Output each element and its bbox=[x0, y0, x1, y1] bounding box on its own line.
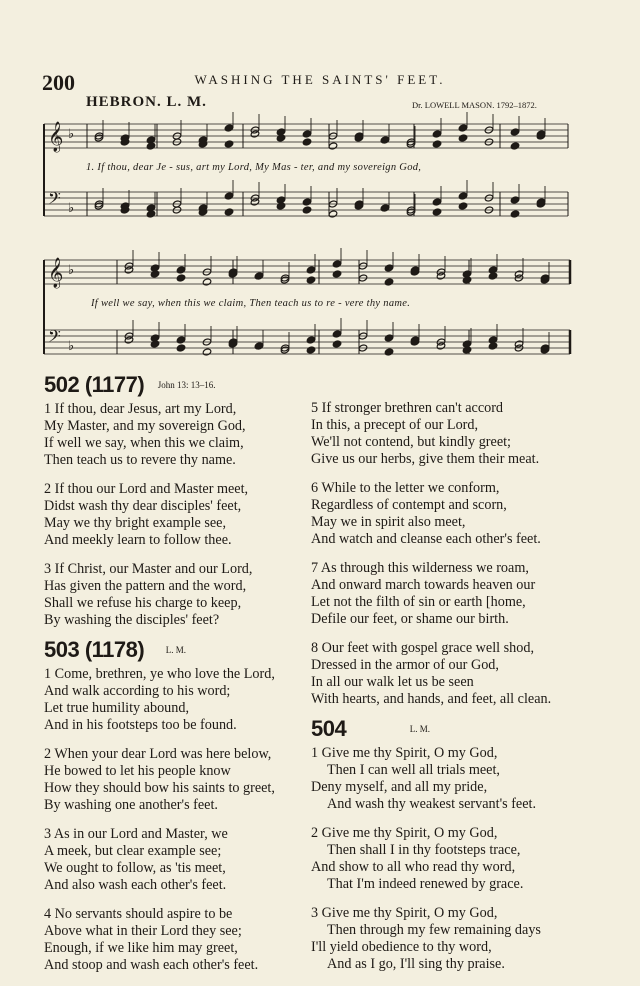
note-head bbox=[384, 348, 393, 356]
hymn-502-reference: John 13: 13–16. bbox=[157, 380, 216, 390]
hymn-504-number: 504 bbox=[311, 716, 347, 741]
hymn-502-stanza bbox=[311, 480, 631, 548]
note-head bbox=[510, 142, 519, 150]
note-head bbox=[328, 142, 337, 150]
hymn-503-stanza bbox=[44, 906, 306, 974]
note-head bbox=[384, 264, 393, 272]
verse-line: By washing the disciples' feet? bbox=[44, 612, 220, 628]
note-head bbox=[488, 266, 497, 274]
hymn-502-stanza bbox=[311, 400, 631, 468]
note-head bbox=[276, 134, 285, 142]
verse-line: May we thy bright example see, bbox=[44, 515, 227, 531]
page-number: 200 bbox=[42, 70, 75, 95]
hymn-502-stanza bbox=[311, 640, 631, 708]
note-head bbox=[254, 272, 263, 280]
hymn-502-stanza bbox=[44, 481, 306, 549]
note-head bbox=[306, 346, 315, 354]
verse-line: I'll yield obedience to thy word, bbox=[311, 939, 492, 955]
verse-line: And onward march towards heaven our bbox=[311, 577, 536, 593]
note-head bbox=[332, 330, 341, 338]
verse-line: A meek, but clear example see; bbox=[44, 843, 222, 859]
note-head bbox=[380, 204, 389, 212]
verse-line: Has given the pattern and the word, bbox=[44, 578, 247, 594]
note-head bbox=[146, 142, 155, 150]
note-head bbox=[510, 196, 519, 204]
hymn-503-stanza bbox=[44, 666, 306, 734]
verse-line: 5 If stronger brethren can't accord bbox=[311, 400, 504, 416]
flat-icon: ♭ bbox=[68, 338, 75, 353]
note-head bbox=[302, 198, 311, 206]
note-head bbox=[254, 342, 263, 350]
left-column bbox=[44, 372, 306, 986]
note-head bbox=[488, 336, 497, 344]
verse-line: 1 Give me thy Spirit, O my God, bbox=[311, 745, 498, 761]
verse-line: 2 If thou our Lord and Master meet, bbox=[44, 481, 249, 497]
hymn-502-stanza bbox=[44, 401, 306, 469]
note-head bbox=[202, 348, 211, 356]
flat-icon: ♭ bbox=[68, 262, 75, 277]
verse-line: In this, a precept of our Lord, bbox=[311, 417, 479, 433]
verse-line: We'll not contend, but kindly greet; bbox=[311, 434, 511, 450]
verse-line: How they should bow his saints to greet, bbox=[44, 780, 275, 796]
note-head bbox=[462, 346, 471, 354]
note-head bbox=[432, 198, 441, 206]
note-head bbox=[224, 140, 233, 148]
hymn-504-stanza bbox=[311, 745, 631, 813]
note-head bbox=[302, 138, 311, 146]
verse-line: With hearts, and hands, and feet, all clean. bbox=[311, 691, 552, 707]
note-head bbox=[306, 266, 315, 274]
hymn-502-stanza bbox=[311, 560, 631, 628]
note-head bbox=[276, 202, 285, 210]
note-head bbox=[458, 134, 467, 142]
treble-clef-icon: 𝄞 bbox=[48, 122, 64, 151]
verse-line: And also wash each other's feet. bbox=[44, 877, 227, 893]
verse-line: That I'm indeed renewed by grace. bbox=[327, 876, 524, 892]
note-head bbox=[384, 278, 393, 286]
verse-line: 2 Give me thy Spirit, O my God, bbox=[311, 825, 498, 841]
verse-line: Then through my few remaining days bbox=[327, 922, 541, 938]
flat-icon: ♭ bbox=[68, 126, 75, 141]
verse-line: And as I go, I'll sing thy praise. bbox=[327, 956, 505, 972]
verse-line: And meekly learn to follow thee. bbox=[44, 532, 232, 548]
note-head bbox=[432, 208, 441, 216]
composer-credit: Dr. LOWELL MASON. 1792–1872. bbox=[412, 100, 537, 110]
note-head bbox=[432, 140, 441, 148]
hymn-503-number: 503 (1178) bbox=[44, 637, 145, 662]
verse-line: He bowed to let his people know bbox=[44, 763, 231, 779]
bass-clef-icon: 𝄢 bbox=[48, 328, 61, 350]
verse-line: And stoop and wash each other's feet. bbox=[44, 957, 259, 973]
note-head bbox=[150, 340, 159, 348]
hymn-503-stanza bbox=[44, 826, 306, 894]
verse-line: 3 If Christ, our Master and our Lord, bbox=[44, 561, 253, 577]
verse-line: 7 As through this wilderness we roam, bbox=[311, 560, 529, 576]
verse-line: Shall we refuse his charge to keep, bbox=[44, 595, 242, 611]
verse-line: Dressed in the armor of our God, bbox=[311, 657, 499, 673]
note-head bbox=[224, 192, 233, 200]
note-head bbox=[462, 276, 471, 284]
note-head bbox=[510, 210, 519, 218]
verse-line: Then shall I in thy footsteps trace, bbox=[327, 842, 521, 858]
hymn-502-heading bbox=[44, 372, 306, 397]
verse-line: 3 Give me thy Spirit, O my God, bbox=[311, 905, 498, 921]
verse-line: Then teach us to revere thy name. bbox=[44, 452, 236, 468]
verse-line: Give us our herbs, give them their meat. bbox=[311, 451, 540, 467]
note-head bbox=[306, 336, 315, 344]
verse-line: If well we say, when this we claim, bbox=[44, 435, 244, 451]
verse-line: In all our walk let us be seen bbox=[311, 674, 474, 690]
hymn-504-stanza bbox=[311, 825, 631, 893]
note-head bbox=[176, 336, 185, 344]
bass-clef-icon: 𝄢 bbox=[48, 190, 61, 212]
verse-line: Enough, if we like him may greet, bbox=[44, 940, 238, 956]
note-head bbox=[302, 206, 311, 214]
verse-line: Didst wash thy dear disciples' feet, bbox=[44, 498, 242, 514]
note-head bbox=[146, 210, 155, 218]
note-head bbox=[332, 270, 341, 278]
verse-line: Defile our feet, or shame our birth. bbox=[311, 611, 509, 627]
hymn-504-stanza bbox=[311, 905, 631, 973]
note-head bbox=[510, 128, 519, 136]
verse-line: 4 No servants should aspire to be bbox=[44, 906, 233, 922]
note-head bbox=[332, 340, 341, 348]
verse-line: May we in spirit also meet, bbox=[311, 514, 466, 530]
note-head bbox=[458, 124, 467, 132]
note-head bbox=[176, 274, 185, 282]
verse-line: Let not the filth of sin or earth [home, bbox=[311, 594, 526, 610]
hymn-503-meter: L. M. bbox=[165, 645, 186, 655]
hymn-502-number: 502 (1177) bbox=[44, 372, 145, 397]
note-head bbox=[458, 202, 467, 210]
verse-line: And watch and cleanse each other's feet. bbox=[311, 531, 541, 547]
verse-line: 3 As in our Lord and Master, we bbox=[44, 826, 228, 842]
hymn-504-heading bbox=[311, 716, 631, 741]
note-head bbox=[302, 130, 311, 138]
tune-name: HEBRON. L. M. bbox=[86, 94, 207, 110]
verse-line: And show to all who read thy word, bbox=[311, 859, 516, 875]
note-head bbox=[384, 334, 393, 342]
note-head bbox=[176, 266, 185, 274]
note-head bbox=[458, 192, 467, 200]
verse-line: Then I can well all trials meet, bbox=[327, 762, 500, 778]
note-head bbox=[380, 136, 389, 144]
verse-line: 8 Our feet with gospel grace well shod, bbox=[311, 640, 534, 656]
lyric-line-2: If well we say, when this we claim, Then teach us to re - vere thy name. bbox=[91, 298, 411, 309]
note-head bbox=[328, 210, 337, 218]
verse-line: Let true humility abound, bbox=[44, 700, 189, 716]
lyric-line-1: 1. If thou, dear Je - sus, art my Lord, My Mas - ter, and my sovereign God, bbox=[86, 162, 422, 173]
note-head bbox=[432, 130, 441, 138]
treble-clef-icon: 𝄞 bbox=[48, 258, 64, 287]
verse-line: 6 While to the letter we conform, bbox=[311, 480, 500, 496]
verse-line: 1 If thou, dear Jesus, art my Lord, bbox=[44, 401, 237, 417]
verse-line: And in his footsteps too be found. bbox=[44, 717, 237, 733]
verse-line: My Master, and my sovereign God, bbox=[44, 418, 246, 434]
verse-line: By washing one another's feet. bbox=[44, 797, 218, 813]
verse-line: Regardless of contempt and scorn, bbox=[311, 497, 507, 513]
note-head bbox=[332, 260, 341, 268]
note-head bbox=[224, 208, 233, 216]
hymn-503-heading bbox=[44, 637, 306, 662]
verse-line: And walk according to his word; bbox=[44, 683, 231, 699]
verse-line: Deny myself, and all my pride, bbox=[311, 779, 488, 795]
verse-line: We ought to follow, as 'tis meet, bbox=[44, 860, 226, 876]
running-title: WASHING THE SAINTS' FEET. bbox=[194, 72, 446, 87]
note-head bbox=[202, 278, 211, 286]
verse-line: Above what in their Lord they see; bbox=[44, 923, 242, 939]
hymn-502-stanza bbox=[44, 561, 306, 629]
hymn-503-stanza bbox=[44, 746, 306, 814]
flat-icon: ♭ bbox=[68, 200, 75, 215]
note-head bbox=[306, 276, 315, 284]
note-head bbox=[150, 270, 159, 278]
note-head bbox=[224, 124, 233, 132]
verse-line: 2 When your dear Lord was here below, bbox=[44, 746, 272, 762]
verse-line: And wash thy weakest servant's feet. bbox=[327, 796, 537, 812]
verse-line: 1 Come, brethren, ye who love the Lord, bbox=[44, 666, 275, 682]
hymn-504-meter: L. M. bbox=[409, 724, 431, 734]
note-head bbox=[176, 344, 185, 352]
right-column bbox=[311, 400, 631, 985]
